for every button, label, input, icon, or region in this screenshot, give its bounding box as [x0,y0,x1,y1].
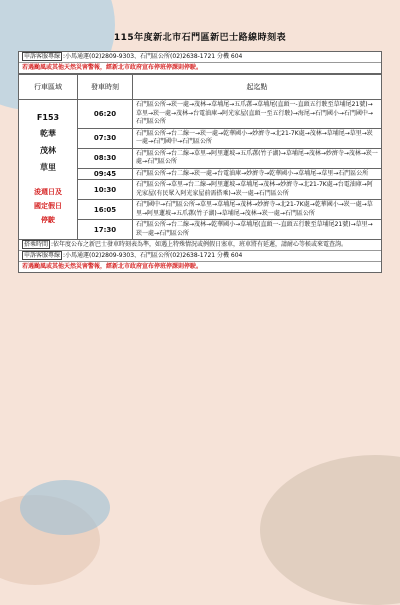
route-stops: 石門區公所→台二線→茂林→乾華國小→草埔尾(直頭一-直頭五行駛至草埔尾21號)→草里→崁一處→石門區公所 [133,220,382,240]
header-area: 行車區域 [19,75,78,100]
route-stops: 石門區公所→台二線→崁一處→台電油庫→妙濟寺→乾華國小→草埔尾→草里→石門區公所 [133,168,382,180]
route-code: F153 [36,112,60,122]
footer-hotline-label: 申訴客服專線 [24,252,61,259]
route-area-cell [19,100,78,240]
page-title: 115年度新北市石門區新巴士路線時刻表 [113,33,287,43]
departure-time: 07:30 [78,128,133,148]
decorative-blob [260,455,400,605]
departure-time: 17:30 [78,220,133,240]
footer-box [18,240,382,273]
table-header-row [19,75,382,100]
header-departure-time: 發車時刻 [78,75,133,100]
boarding-time-line [19,240,381,251]
timetable-sheet [18,10,382,273]
hotline-label: 申訴客服專線 [24,53,61,60]
weather-warning: 若遇颱風或其他天然災害警報，經新北市政府宣布停班停課則停駛。 [22,64,203,71]
destination: 草里 [40,162,56,172]
schedule-table [18,74,382,240]
route-stops: 石門區公所→草里→台二線→阿里蓮坡→草埔尾→茂林→妙濟寺→北21-7K處→台電油庫→阿光家屋(有民眾入阿光家屋前需搭乘)→崁一處→石門區公所 [133,180,382,200]
boarding-time-text: :依年度公布之新巴士發車時刻表為準，如遇上特殊情況或例假日塞車，班車將有延遲，請耐心等候或來電查詢。 [51,241,348,248]
footer-weather-warning: 若遇颱風或其他天然災害警報，經新北市政府宣布停班停課則停駛。 [22,263,203,270]
destination: 茂林 [40,145,56,155]
holiday-note: 浚週日及 國定假日 停駛 [34,187,62,224]
departure-time: 08:30 [78,148,133,168]
header-route: 起迄點 [133,75,382,100]
boarding-time-label: 搭乘時間 [24,241,49,248]
departure-time: 09:45 [78,168,133,180]
departure-time: 06:20 [78,100,133,129]
hotline-line [19,52,381,63]
footer-hotline-line [19,251,381,262]
footer-hotline-text: :小馬通運(02)2809-9303、石門區公所(02)2638-1721 分機 604 [63,252,243,259]
hotline-box [18,51,382,74]
departure-time: 16:05 [78,200,133,220]
hotline-text: :小馬通運(02)2809-9303、石門區公所(02)2638-1721 分機 604 [63,53,243,60]
route-stops: 石門國中→石門區公所→草里→草埔尾→茂林→妙濟寺→北21-7K處→乾華國小→崁一處→草里→阿里蓮坡→五爪蓀(竹子湖)→草埔尾→茂林→崁一處→石門區公所 [133,200,382,220]
route-stops: 石門區公所→台二線一→崁一處→乾華國小→妙濟寺→北21-7K處→茂林→草埔尾→草里→崁一處→石門國中→石門區公所 [133,128,382,148]
decorative-blob [20,480,110,535]
departure-time: 10:30 [78,180,133,200]
table-row [19,100,382,129]
destination: 乾華 [40,128,56,138]
route-stops: 石門區公所→崁一處→茂林→草埔尾→五爪蓀→草埔尾(直頭一-直頭五行駛至草埔尾21號)→草里→崁一處→茂林→台電油庫→阿光家屋(直頭一至五行駛)→海尾→石門國小→石門國中→石門區公所 [133,100,382,129]
route-stops: 石門區公所→台二線→草里→阿里蓮坡→五爪蓀(竹子湖)→草埔尾→茂林→妙濟寺→茂林→崁一處→石門區公所 [133,148,382,168]
